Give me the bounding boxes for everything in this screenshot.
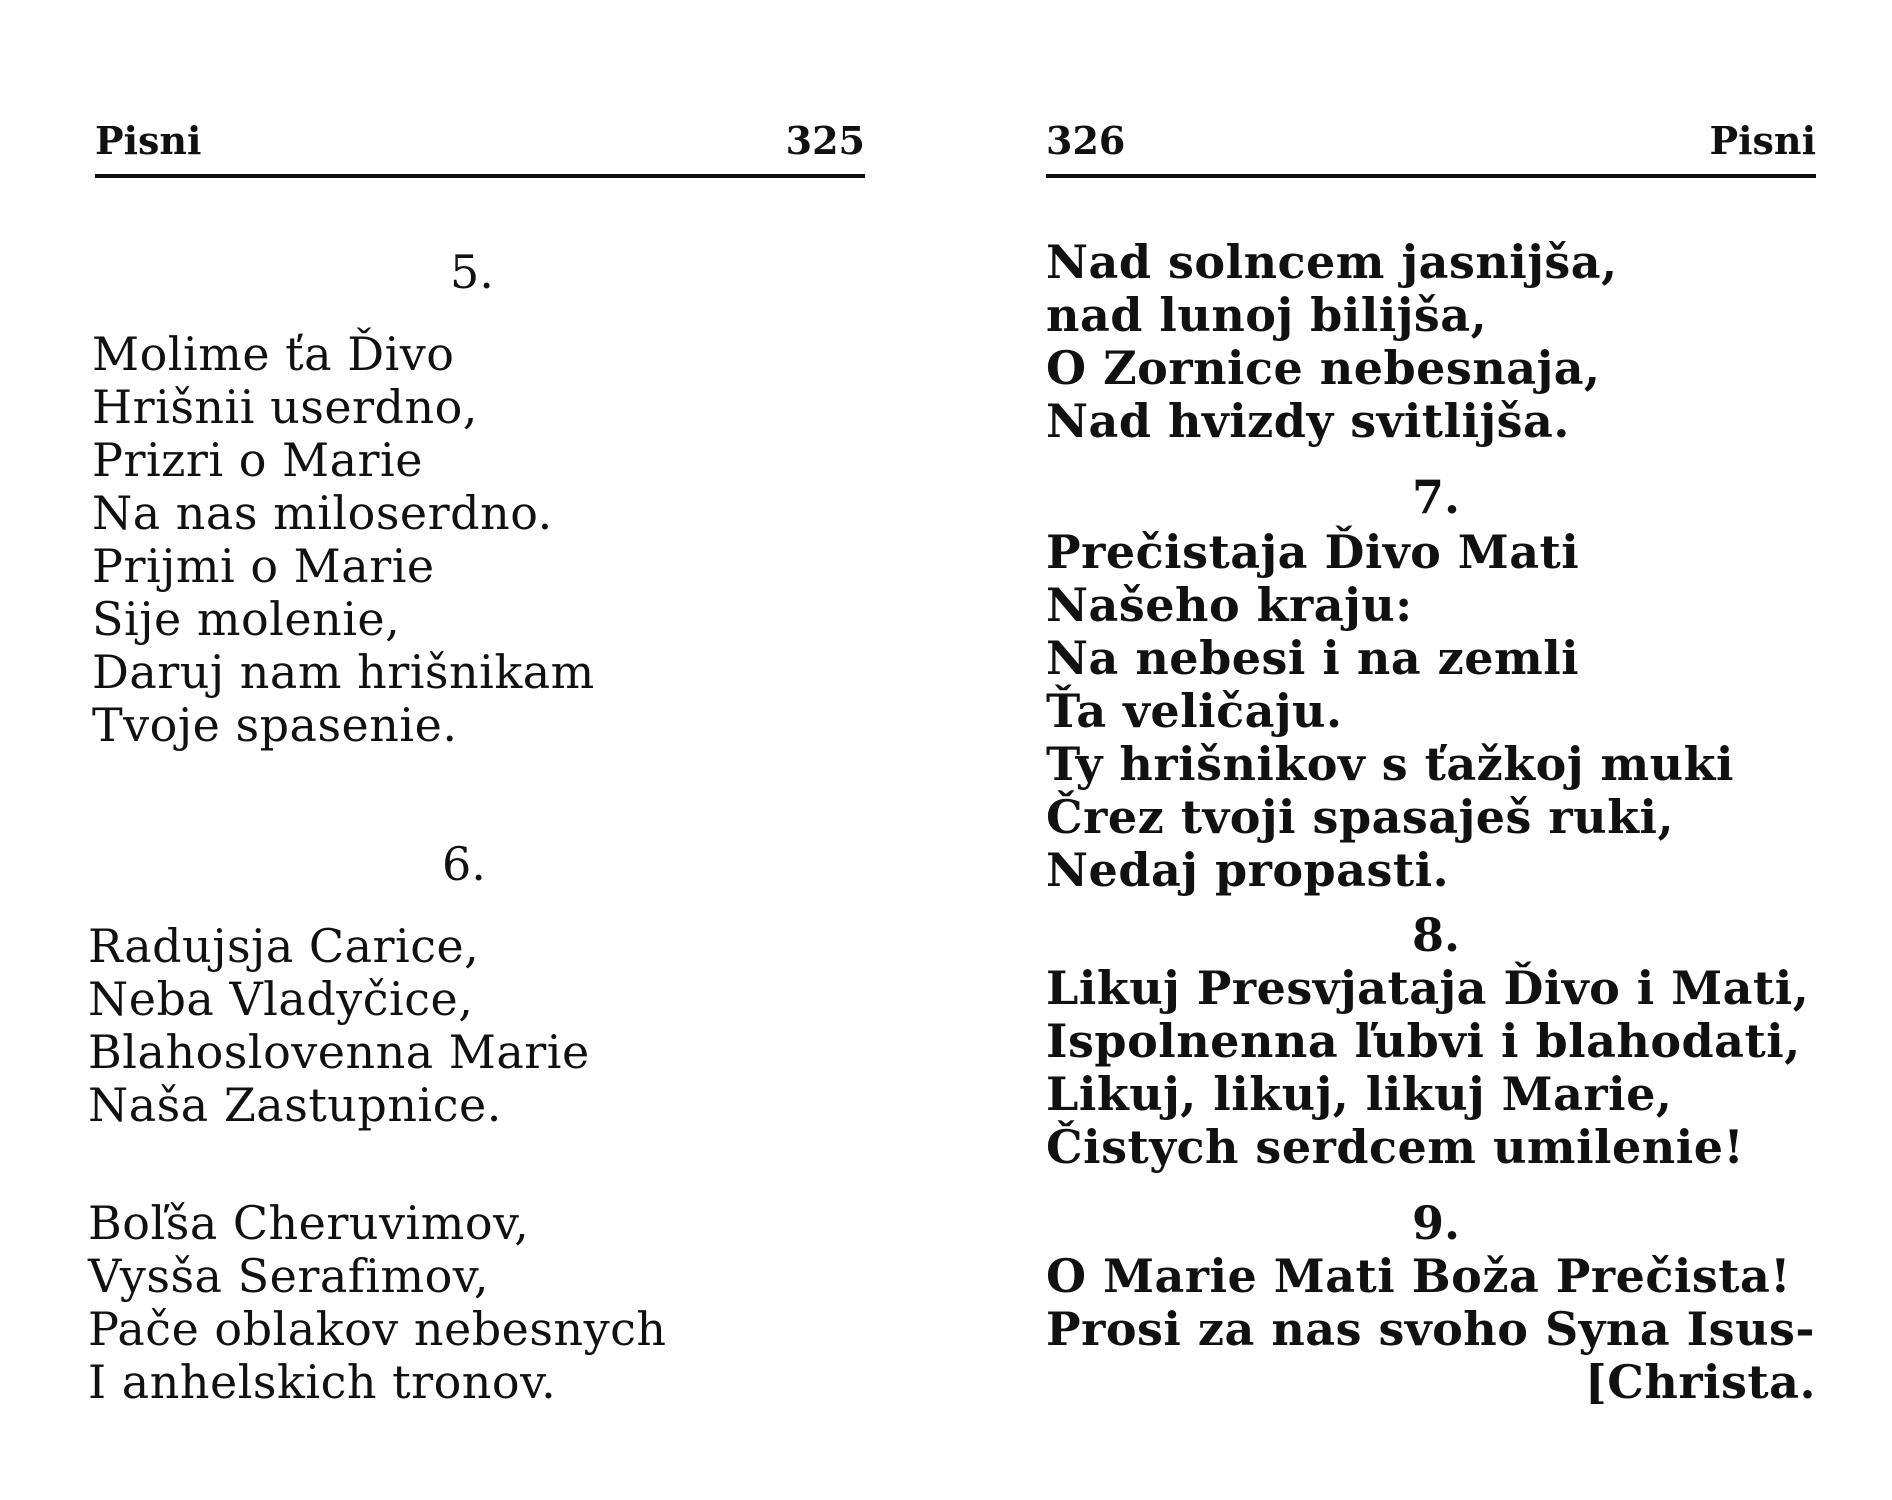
stanza-5: [92, 328, 595, 752]
verse-line: Daruj nam hrišnikam: [92, 645, 595, 699]
verse-line: Nad hvizdy svitlijša.: [1046, 394, 1570, 448]
verse-line: Boľša Cheruvimov,: [88, 1196, 530, 1250]
stanza-8: [1046, 962, 1809, 1174]
verse-line: O Marie Mati Boža Prečista!: [1046, 1249, 1791, 1303]
stanza-6-continued: [88, 1197, 667, 1409]
verse-line: Na nebesi i na zemli: [1046, 631, 1580, 685]
page-number: 325: [785, 118, 865, 163]
verse-line: Prečistaja Ďivo Mati: [1046, 525, 1580, 579]
verse-line: Tvoje spasenie.: [92, 698, 458, 752]
stanza-7: [1046, 526, 1734, 897]
verse-line: Molime ťa Ďivo: [92, 327, 455, 381]
stanza-number: 5.: [450, 245, 494, 299]
verse-line: nad lunoj bilijša,: [1046, 288, 1488, 342]
verse-line: Prosi za nas svoho Syna Isus-: [1046, 1302, 1816, 1356]
verse-line: Čistych serdcem umilenie!: [1046, 1120, 1745, 1174]
running-title: Pisni: [95, 118, 202, 163]
right-page: [946, 0, 1892, 1500]
verse-line: Naša Zastupnice.: [88, 1078, 502, 1132]
verse-line: Na nas miloserdno.: [92, 486, 553, 540]
running-title: Pisni: [1709, 118, 1816, 163]
verse-line: Radujsja Carice,: [88, 919, 480, 973]
header-rule: [1046, 174, 1816, 178]
verse-line: Našeho kraju:: [1046, 578, 1413, 632]
verse-line-continuation: [Christa.: [1585, 1355, 1816, 1409]
stanza-6: [88, 920, 590, 1132]
verse-line: Likuj Presvjataja Ďivo i Mati,: [1046, 961, 1810, 1015]
verse-line: Prizri o Marie: [92, 433, 423, 487]
stanza-number: 9.: [1412, 1196, 1461, 1250]
verse-line: I anhelskich tronov.: [88, 1355, 557, 1409]
verse-line: Ťa veličaju.: [1046, 684, 1343, 738]
verse-line: Likuj, likuj, likuj Marie,: [1046, 1067, 1673, 1121]
left-page-header: [95, 118, 865, 178]
verse-line: Vysša Serafimov,: [88, 1249, 489, 1303]
verse-line: Neba Vladyčice,: [88, 972, 474, 1026]
verse-line: Ty hrišnikov s ťažkoj muki: [1046, 737, 1734, 791]
verse-line: Nedaj propasti.: [1046, 843, 1450, 897]
verse-line: Hrišnii userdno,: [92, 380, 478, 434]
verse-line: Črez tvoji spasaješ ruki,: [1046, 790, 1674, 844]
stanza-number: 7.: [1412, 470, 1461, 524]
verse-line: Blahoslovenna Marie: [88, 1025, 590, 1079]
stanza-number: 6.: [442, 837, 486, 891]
verse-line: Prijmi o Marie: [92, 539, 435, 593]
stanza-number: 8.: [1412, 908, 1461, 962]
page-number: 326: [1046, 118, 1126, 163]
right-page-header: [1046, 118, 1816, 178]
verse-line: Nad solncem jasnijša,: [1046, 235, 1618, 289]
verse-line: Pače oblakov nebesnych: [88, 1302, 667, 1356]
verse-line: Ispolnenna ľubvi i blahodati,: [1046, 1014, 1801, 1068]
header-rule: [95, 174, 865, 178]
verse-line: O Zornice nebesnaja,: [1046, 341, 1601, 395]
stanza-9: [1046, 1250, 1816, 1409]
stanza-6-end: [1046, 236, 1618, 448]
verse-line: Sije molenie,: [92, 592, 401, 646]
